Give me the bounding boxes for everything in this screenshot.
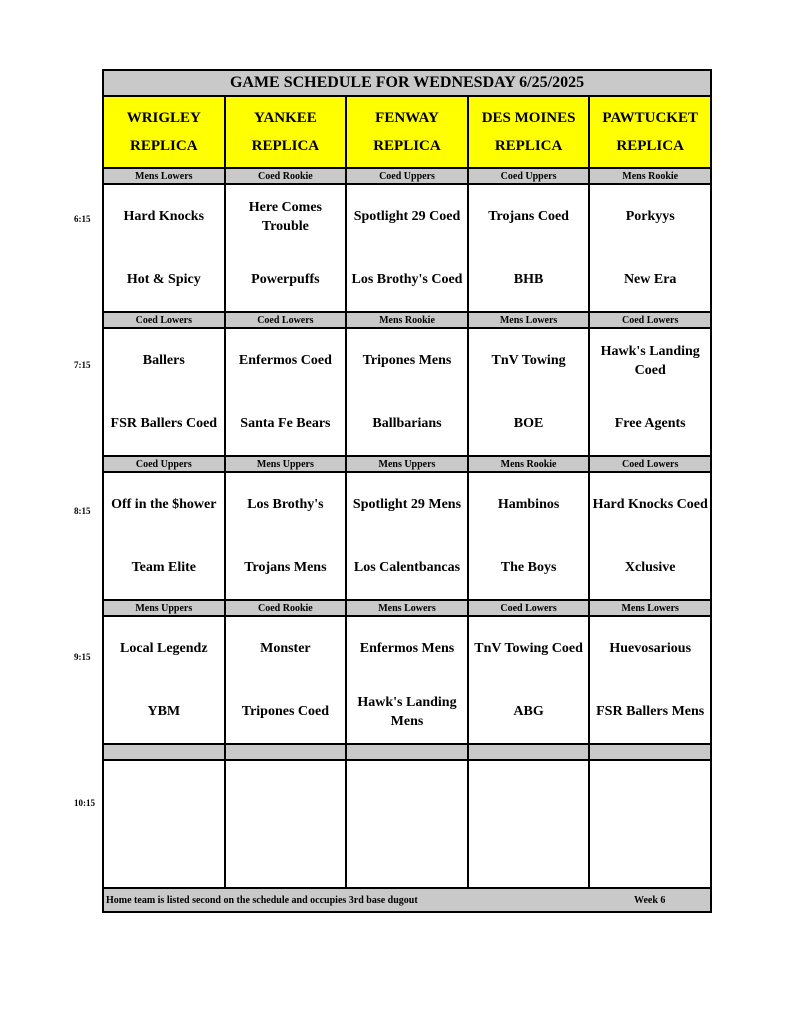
game-cell [346,328,468,456]
away-team: Hard Knocks Coed [592,497,708,512]
game-cell [589,472,711,600]
game-cell [589,328,711,456]
home-team: Team Elite [131,560,196,575]
game-cell [589,616,711,744]
division-label: Mens Rookie [346,312,468,328]
division-label-empty [589,744,711,760]
division-label: Coed Lowers [468,600,590,616]
division-label: Mens Uppers [103,600,225,616]
division-label-empty [225,744,347,760]
home-team: FSR Ballers Coed [110,416,218,431]
time-label-1015: 10:15 [74,798,95,808]
home-team: Los Calentbancas [353,560,461,575]
division-label: Coed Uppers [103,456,225,472]
away-team: Spotlight 29 Mens [352,497,462,512]
game-cell [225,328,347,456]
game-cell [589,184,711,312]
field-header [468,96,590,168]
division-label: Coed Rookie [225,168,347,184]
field-sub: REPLICA [373,138,441,154]
home-team: Ballbarians [372,416,442,431]
home-team: Los Brothy's Coed [351,272,463,287]
away-team: Hambinos [497,497,560,512]
home-team: Xclusive [624,560,676,575]
game-cell [468,616,590,744]
field-name: YANKEE [253,110,317,126]
away-team: Off in the $hower [111,497,217,512]
home-team: Trojans Mens [244,560,327,575]
game-cell [346,472,468,600]
away-team: Tripones Mens [362,353,452,368]
away-team: Hard Knocks [123,209,205,224]
field-sub: REPLICA [616,138,684,154]
week-label: Week 6 [634,894,666,906]
division-label-empty [468,744,590,760]
game-cell [225,472,347,600]
away-team: Spotlight 29 Coed [353,209,461,224]
field-header [225,96,347,168]
division-label: Mens Lowers [589,600,711,616]
game-cell [225,184,347,312]
division-label: Coed Rookie [225,600,347,616]
game-cell [468,472,590,600]
division-label: Mens Lowers [346,600,468,616]
division-label: Coed Lowers [103,312,225,328]
schedule-table [102,69,712,913]
game-cell-empty [225,760,347,888]
division-label: Mens Lowers [468,312,590,328]
field-name: FENWAY [375,110,439,126]
field-sub: REPLICA [494,138,563,154]
away-team: Los Brothy's [247,497,324,512]
home-team: Hawk's Landing Mens [357,694,457,729]
game-cell-empty [589,760,711,888]
home-team: ABG [513,704,544,719]
game-cell [225,616,347,744]
away-team: Enfermos Mens [359,641,455,656]
time-label-915: 9:15 [74,652,91,662]
away-team: Local Legendz [120,641,208,656]
time-label-615: 6:15 [74,214,91,224]
game-cell [103,472,225,600]
game-cell-empty [346,760,468,888]
field-sub: REPLICA [130,138,198,154]
division-label: Coed Lowers [589,456,711,472]
game-cell [468,328,590,456]
field-header [103,96,225,168]
away-team: Porkyys [625,209,675,224]
away-team: Ballers [142,353,185,368]
game-cell [346,616,468,744]
division-label-empty [103,744,225,760]
game-cell [103,184,225,312]
away-team: TnV Towing Coed [474,641,583,656]
time-label-815: 8:15 [74,506,91,516]
schedule-sheet [102,69,712,926]
home-team: Free Agents [614,416,686,431]
home-team: Santa Fe Bears [240,416,331,431]
division-label: Mens Rookie [589,168,711,184]
home-team: Hot & Spicy [126,272,201,287]
field-name: PAWTUCKET [602,110,698,126]
game-cell [103,616,225,744]
home-team: New Era [623,272,677,287]
division-label: Mens Uppers [346,456,468,472]
division-label: Coed Uppers [468,168,590,184]
division-label: Coed Uppers [346,168,468,184]
division-label: Mens Rookie [468,456,590,472]
home-team: BHB [513,272,544,287]
home-team: The Boys [500,560,557,575]
home-team: BOE [513,416,544,431]
game-cell [346,184,468,312]
home-team: FSR Ballers Mens [596,704,705,719]
schedule-title: GAME SCHEDULE FOR WEDNESDAY 6/25/2025 [103,70,711,96]
away-team: Here Comes Trouble [248,199,322,234]
field-sub: REPLICA [251,138,320,154]
away-team: Monster [260,641,311,656]
field-header [589,96,711,168]
game-cell [103,328,225,456]
home-team: Tripones Coed [241,704,330,719]
division-label: Coed Lowers [225,312,347,328]
division-label: Coed Lowers [589,312,711,328]
footer-note: Home team is listed second on the schedule and occupies 3rd base dugout [106,894,418,906]
home-team: Powerpuffs [251,272,320,287]
away-team: Enfermos Coed [238,353,332,368]
division-label: Mens Lowers [103,168,225,184]
field-header [346,96,468,168]
division-label: Mens Uppers [225,456,347,472]
game-cell [468,184,590,312]
footer-bar [103,888,711,912]
away-team: TnV Towing [491,353,566,368]
away-team: Hawk's Landing Coed [600,343,700,378]
field-name: WRIGLEY [126,110,201,126]
home-team: YBM [147,704,181,719]
game-cell-empty [468,760,590,888]
game-cell-empty [103,760,225,888]
away-team: Huevosarious [609,641,692,656]
time-label-715: 7:15 [74,360,91,370]
division-label-empty [346,744,468,760]
away-team: Trojans Coed [488,209,569,224]
field-name: DES MOINES [481,110,576,126]
